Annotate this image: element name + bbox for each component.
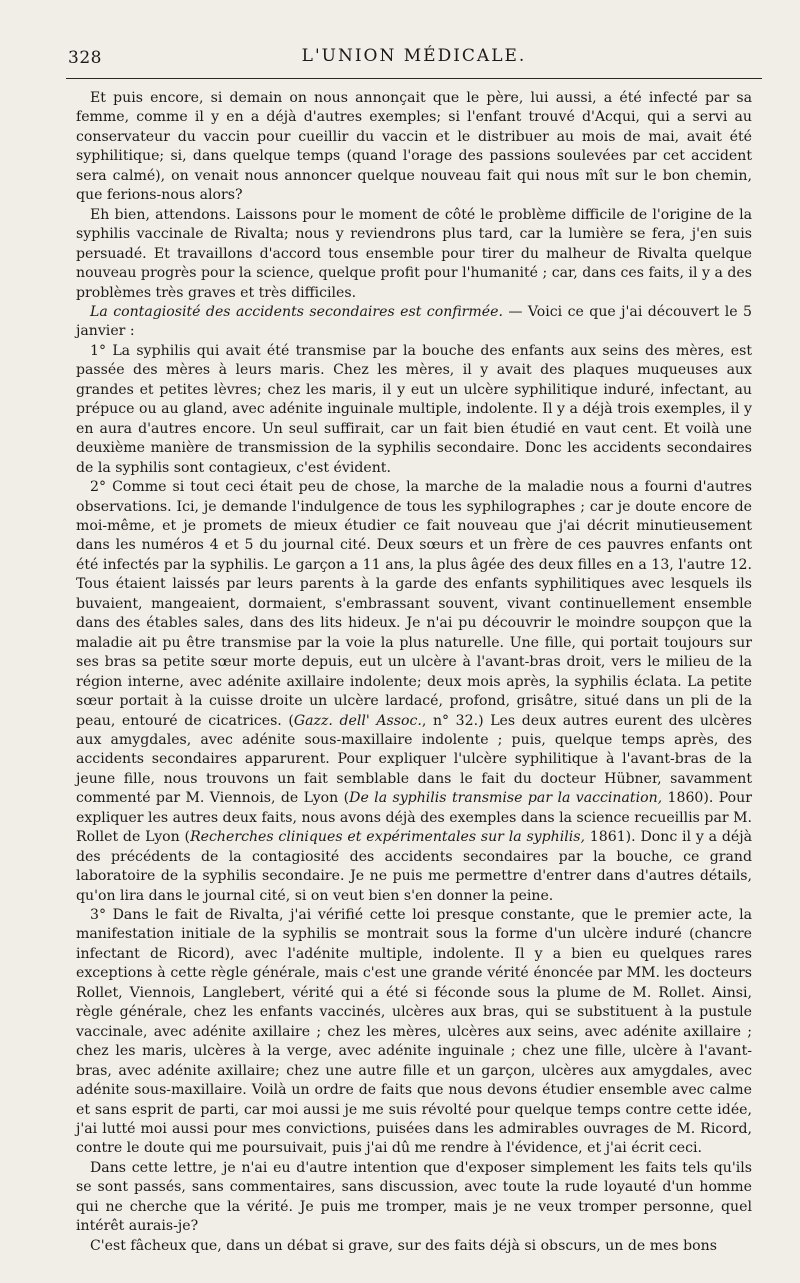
paragraph-p6: [76, 906, 752, 1159]
italic-text: Gazz. dell' Assoc.: [293, 712, 422, 729]
page-number: 328: [68, 48, 102, 68]
text-run: 1861). Donc il y a déjà des précédents de la contagiosité des accidents secondaires par la bouche, ce grand laboratoire de la syphilis secondaire. Je ne puis me permettre d'entrer dans d'autres détails, qu'on lira dans le journal cité, si on veut bien s'en donner la peine.: [76, 829, 752, 904]
journal-title: L'UNION MÉDICALE.: [301, 46, 527, 66]
text-run: 1° La syphilis qui avait été transmise par la bouche des enfants aux seins des mères, est passée des mères à leurs maris. Chez les mères, il y avait des plaques muqueuses aux grandes et petites lèvres; chez les maris, il y eut un ulcère syphilitique induré, infectant, au prépuce ou au gland, avec adénite inguinale multiple, indolente. Il y a déjà trois exemples, il y en aura d'autres encore. Un seul suffirait, car un fait bien étudié en vaut cent. Et voilà une deuxième manière de transmission de la syphilis secondaire. Donc les accidents secondaires de la syphilis sont contagieux, c'est évident.: [76, 342, 752, 476]
text-run: 2° Comme si tout ceci était peu de chose, la marche de la maladie nous a fourni d'autres observations. Ici, je demande l'indulgence de tous les syphilographes ; car je doute encore de moi-même, et je promets de mieux étudier ce fait nouveau que j'ai décrit minutieusement dans les numéros 4 et 5 du journal cité. Deux sœurs et un frère de ces pauvres enfants ont été infectés par la syphilis. Le garçon a 11 ans, la plus âgée des deux filles en a 13, l'autre 12. Tous étaient laissés par leurs parents à la garde des enfants syphilitiques avec lesquels ils buvaient, mangeaient, dormaient, s'embrassant souvent, vivant continuellement ensemble dans des étables sales, dans des lits hideux. Je n'ai pu découvrir le moindre soupçon que la maladie ait pu être transmise par la voie la plus naturelle. Une fille, qui portait toujours sur ses bras sa petite sœur morte depuis, eut un ulcère à l'avant-bras droit, vers le milieu de la région interne, avec adénite axillaire indolente; deux mois après, la syphilis éclata. La petite sœur portait à la cuisse droite un ulcère lardacé, profond, grisâtre, situé dans un pli de la peau, entouré de cicatrices. (: [76, 479, 752, 729]
text-run: — Voici ce que j'ai découvert le 5 janvier :: [76, 303, 752, 340]
text-run: Eh bien, attendons. Laissons pour le moment de côté le problème difficile de l'origine de la syphilis vaccinale de Rivalta; nous y reviendrons plus tard, car la lumière se fera, j'en suis persuadé. Et travaillons d'accord tous ensemble pour tirer du malheur de Rivalta quelque nouveau progrès pour la science, quelque profit pour l'humanité ; car, dans ces faits, il y a des problèmes très graves et très difficiles.: [76, 206, 752, 301]
text-run: 1860). Pour expliquer les autres deux faits, nous avons déjà des exemples dans la science recueillis par M. Rollet de Lyon (: [76, 790, 752, 846]
italic-text: La contagiosité des accidents secondaires est confirmée.: [90, 303, 503, 320]
header-rule: [66, 78, 762, 79]
italic-text: De la syphilis transmise par la vaccination,: [349, 790, 663, 807]
paragraph-p4: [76, 342, 752, 478]
text-run: , n° 32.) Les deux autres eurent des ulcères aux amygdales, avec adénite sous-maxillaire indolente ; puis, quelque temps après, des accidents secondaires apparurent. Pour expliquer l'ulcère syphilitique à l'avant-bras de la jeune fille, nous trouvons un fait semblable dans le fait du docteur Hübner, savamment commenté par M. Viennois, de Lyon (: [76, 712, 752, 807]
text-run: Dans cette lettre, je n'ai eu d'autre intention que d'exposer simplement les faits tels qu'ils se sont passés, sans commentaires, sans discussion, avec toute la rude loyauté d'un homme qui ne cherche que la vérité. Je puis me tromper, mais je ne veux tromper personne, quel intérêt aurais-je?: [76, 1159, 752, 1235]
paragraph-p2: [76, 206, 752, 303]
paragraph-p8: [76, 1237, 752, 1256]
paragraph-p1: [76, 89, 752, 206]
paragraph-p7: [76, 1159, 752, 1237]
text-run: Et puis encore, si demain on nous annonçait que le père, lui aussi, a été infecté par sa femme, comme il y en a déjà d'autres exemples; si l'enfant trouvé d'Acqui, qui a servi au conservateur du vaccin pour cueillir du vaccin et le distribuer au mois de mai, avait été syphilitique; si, dans quelque temps (quand l'orage des passions soulevées par cet accident sera calmé), on venait nous annoncer quelque nouveau fait qui nous mît sur le bon chemin, que ferions-nous alors?: [76, 90, 752, 204]
paragraph-p3: [76, 303, 752, 342]
italic-text: Recherches cliniques et expérimentales sur la syphilis,: [190, 829, 585, 846]
text-run: 3° Dans le fait de Rivalta, j'ai vérifié cette loi presque constante, que le premier acte, la manifestation initiale de la syphilis se montrait sous la forme d'un ulcère induré (chancre infectant de Ricord), avec l'adénite multiple, indolente. Il y a bien eu quelques rares exceptions à cette règle générale, mais c'est une grande vérité énoncée par MM. les docteurs Rollet, Viennois, Langlebert, vérité qui a été si féconde sous la plume de M. Rollet. Ainsi, règle générale, chez les enfants vaccinés, ulcères aux bras, qui se substituent à la pustule vaccinale, avec adénite axillaire ; chez les mères, ulcères aux seins, avec adénite axillaire ; chez les maris, ulcères à la verge, avec adénite inguinale ; chez une fille, ulcère à l'avant-bras, avec adénite axillaire; chez une autre fille et un garçon, ulcères aux amygdales, avec adénite sous-maxillaire. Voilà un ordre de faits que nous devons étudier ensemble avec calme et sans esprit de parti, car moi aussi je me suis révolté pour quelque temps contre cette idée, j'ai lutté moi aussi pour mes convictions, puisées dans les admirables ouvrages de M. Ricord, contre le doute qui me poursuivait, puis j'ai dû me rendre à l'évidence, et j'ai écrit ceci.: [76, 907, 752, 1157]
running-header: [68, 44, 752, 74]
paragraph-p5: [76, 478, 752, 906]
article-body: [76, 89, 752, 1256]
text-run: C'est fâcheux que, dans un débat si grave, sur des faits déjà si obscurs, un de mes bons: [90, 1237, 717, 1254]
